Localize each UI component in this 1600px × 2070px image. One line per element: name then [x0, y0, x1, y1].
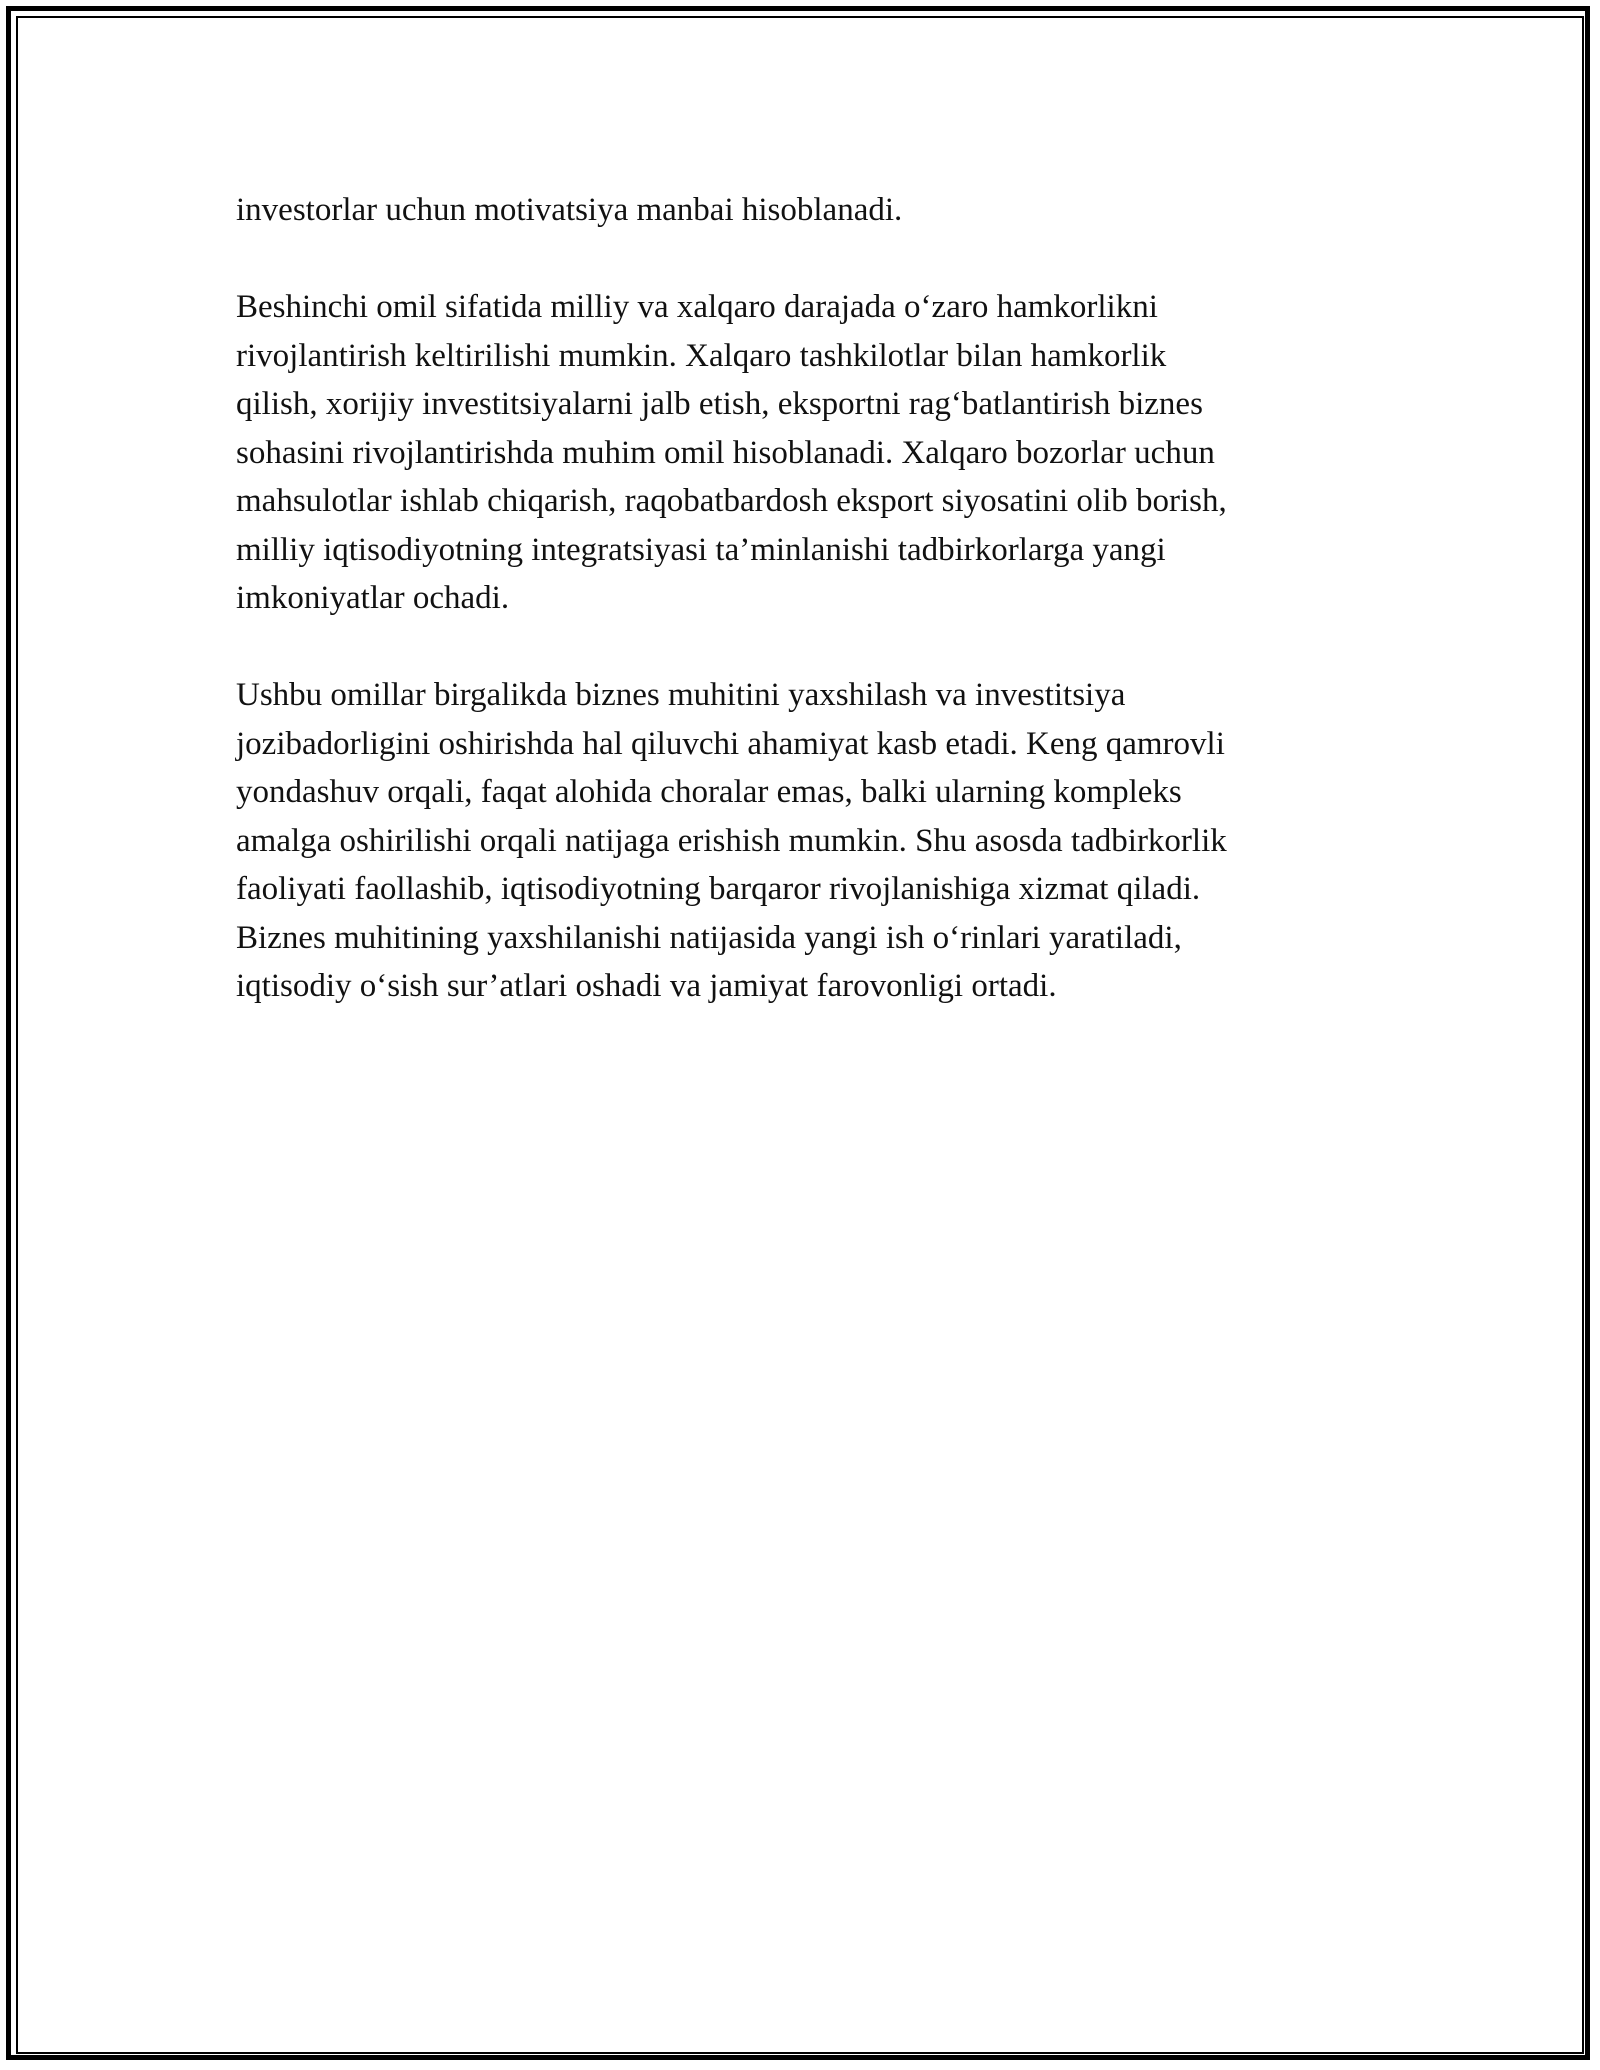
text-line: qilish, xorijiy investitsiyalarni jalb etish, eksportni rag‘batlantirish biznes [236, 386, 1203, 422]
text-line: imkoniyatlar ochadi. [236, 580, 510, 616]
text-line: jozibadorligini oshirishda hal qiluvchi ahamiyat kasb etadi. Keng qamrovli [236, 725, 1225, 762]
paragraph-2 [236, 283, 1366, 623]
text-line: rivojlantirish keltirilishi mumkin. Xalqaro tashkilotlar bilan hamkorlik [236, 337, 1167, 374]
text-line: Beshinchi omil sifatida milliy va xalqaro darajada o‘zaro hamkorlikni [236, 289, 1158, 325]
paragraph-1 [236, 186, 1366, 235]
text-line: mahsulotlar ishlab chiqarish, raqobatbardosh eksport siyosatini olib borish, [236, 483, 1227, 519]
text-line: amalga oshirilishi orqali natijaga erishish mumkin. Shu asosda tadbirkorlik [236, 822, 1227, 859]
paragraph-3 [236, 671, 1366, 1011]
text-line: sohasini rivojlantirishda muhim omil hisoblanadi. Xalqaro bozorlar uchun [236, 434, 1215, 471]
text-line: Biznes muhitining yaxshilanishi natijasida yangi ish o‘rinlari yaratiladi, [236, 919, 1182, 956]
text-line: investorlar uchun motivatsiya manbai hisoblanadi. [236, 192, 903, 228]
text-line: yondashuv orqali, faqat alohida choralar emas, balki ularning kompleks [236, 774, 1182, 810]
text-line: milliy iqtisodiyotning integratsiyasi ta’minlanishi tadbirkorlarga yangi [236, 531, 1166, 568]
text-line: Ushbu omillar birgalikda biznes muhitini yaxshilash va investitsiya [236, 677, 1126, 713]
text-line: faoliyati faollashib, iqtisodiyotning barqaror rivojlanishiga xizmat qiladi. [236, 871, 1201, 907]
document-body [236, 186, 1366, 1059]
text-line: iqtisodiy o‘sish sur’atlari oshadi va jamiyat farovonligi ortadi. [236, 968, 1057, 1004]
